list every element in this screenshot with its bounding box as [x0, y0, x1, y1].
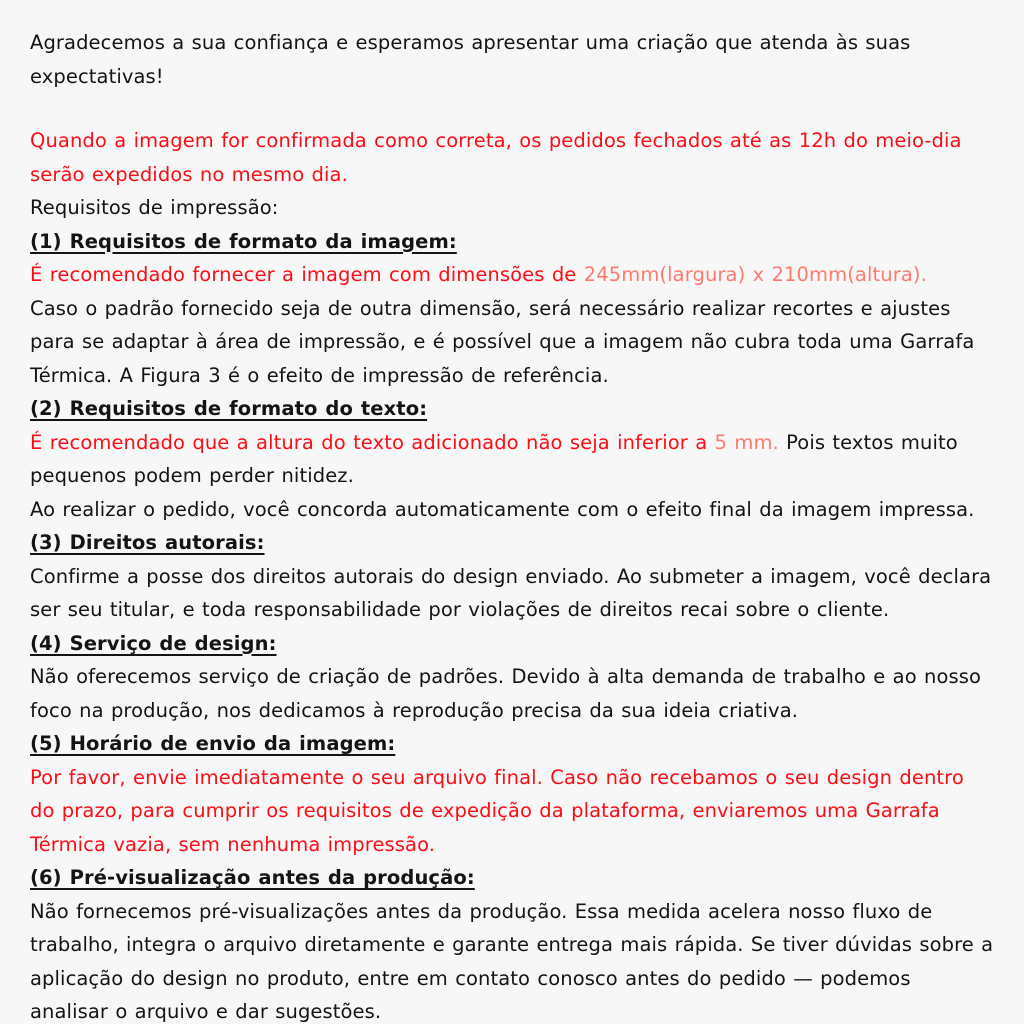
text-segment: (4) Serviço de design: [30, 631, 277, 655]
section-6-body [30, 895, 994, 1024]
section-4-heading [30, 627, 994, 661]
blank-line [30, 93, 994, 124]
text-segment: Não fornecemos pré-visualizações antes da produção. Essa medida acelera nosso fluxo de trabalho, integra o arquivo diretamente e garante entrega mais rápida. Se tiver dúvidas sobre a aplicação do design no produto, entre em contato conosco antes do pedido — podemos analisar o arquivo e dar sugestões. [30, 899, 994, 1023]
section-2-heading [30, 392, 994, 426]
section-1-heading [30, 225, 994, 259]
text-segment: Quando a imagem for confirmada como correta, os pedidos fechados até as 12h do meio-dia serão expedidos no mesmo dia. [30, 129, 962, 186]
section-5-body [30, 761, 994, 862]
text-segment: (6) Pré-visualização antes da produção: [30, 866, 475, 889]
section-1-body [30, 292, 994, 393]
section-2-body-2 [30, 493, 994, 527]
section-4-body [30, 660, 994, 727]
text-segment: (3) Direitos autorais: [30, 531, 265, 554]
text-segment: Ao realizar o pedido, você concorda automaticamente com o efeito final da imagem impressa. [30, 497, 975, 521]
text-segment: 245mm(largura) x 210mm(altura). [583, 263, 927, 286]
section-6-heading [30, 861, 994, 895]
section-5-heading [30, 727, 994, 761]
text-segment: Requisitos de impressão: [30, 196, 279, 219]
section-2-body-1 [30, 426, 994, 493]
section-3-heading [30, 526, 994, 560]
text-segment: (1) Requisitos de formato da imagem: [30, 229, 457, 253]
text-segment: (2) Requisitos de formato do texto: [30, 397, 428, 420]
text-segment: Pois textos muito pequenos podem perder nitidez. [30, 430, 958, 487]
text-segment: Não oferecemos serviço de criação de padrões. Devido à alta demanda de trabalho e ao nosso foco na produção, nos dedicamos à reprodução precisa da sua ideia criativa. [30, 665, 982, 722]
text-segment: Por favor, envie imediatamente o seu arquivo final. Caso não recebamos o seu design dentro do prazo, para cumprir os requisitos de expedição da plataforma, enviaremos uma Garrafa Térmica vazia, sem nenhuma impressão. [30, 765, 964, 856]
text-segment: Confirme a posse dos direitos autorais do design enviado. Ao submeter a imagem, você declara ser seu titular, e toda responsabilidade por violações de direitos recai sobre o cliente. [30, 564, 992, 621]
text-segment: Caso o padrão fornecido seja de outra dimensão, será necessário realizar recortes e ajustes para se adaptar à área de impressão, e é possível que a imagem não cubra toda uma Garrafa Térmica. A Figura 3 é o efeito de impressão de referência. [30, 296, 975, 387]
text-segment: 5 mm. [714, 430, 779, 454]
section-3-body [30, 560, 994, 627]
intro-paragraph [30, 26, 994, 93]
text-segment: (5) Horário de envio da imagem: [30, 732, 396, 755]
text-segment: É recomendado que a altura do texto adicionado não seja inferior a [30, 430, 715, 454]
requirements-title [30, 191, 994, 225]
document [30, 26, 994, 1024]
text-segment: É recomendado fornecer a imagem com dimensões de [30, 263, 584, 286]
section-1-dimensions [30, 258, 994, 292]
shipping-notice-paragraph [30, 124, 994, 191]
text-segment: Agradecemos a sua confiança e esperamos apresentar uma criação que atenda às suas expectativas! [30, 31, 911, 88]
